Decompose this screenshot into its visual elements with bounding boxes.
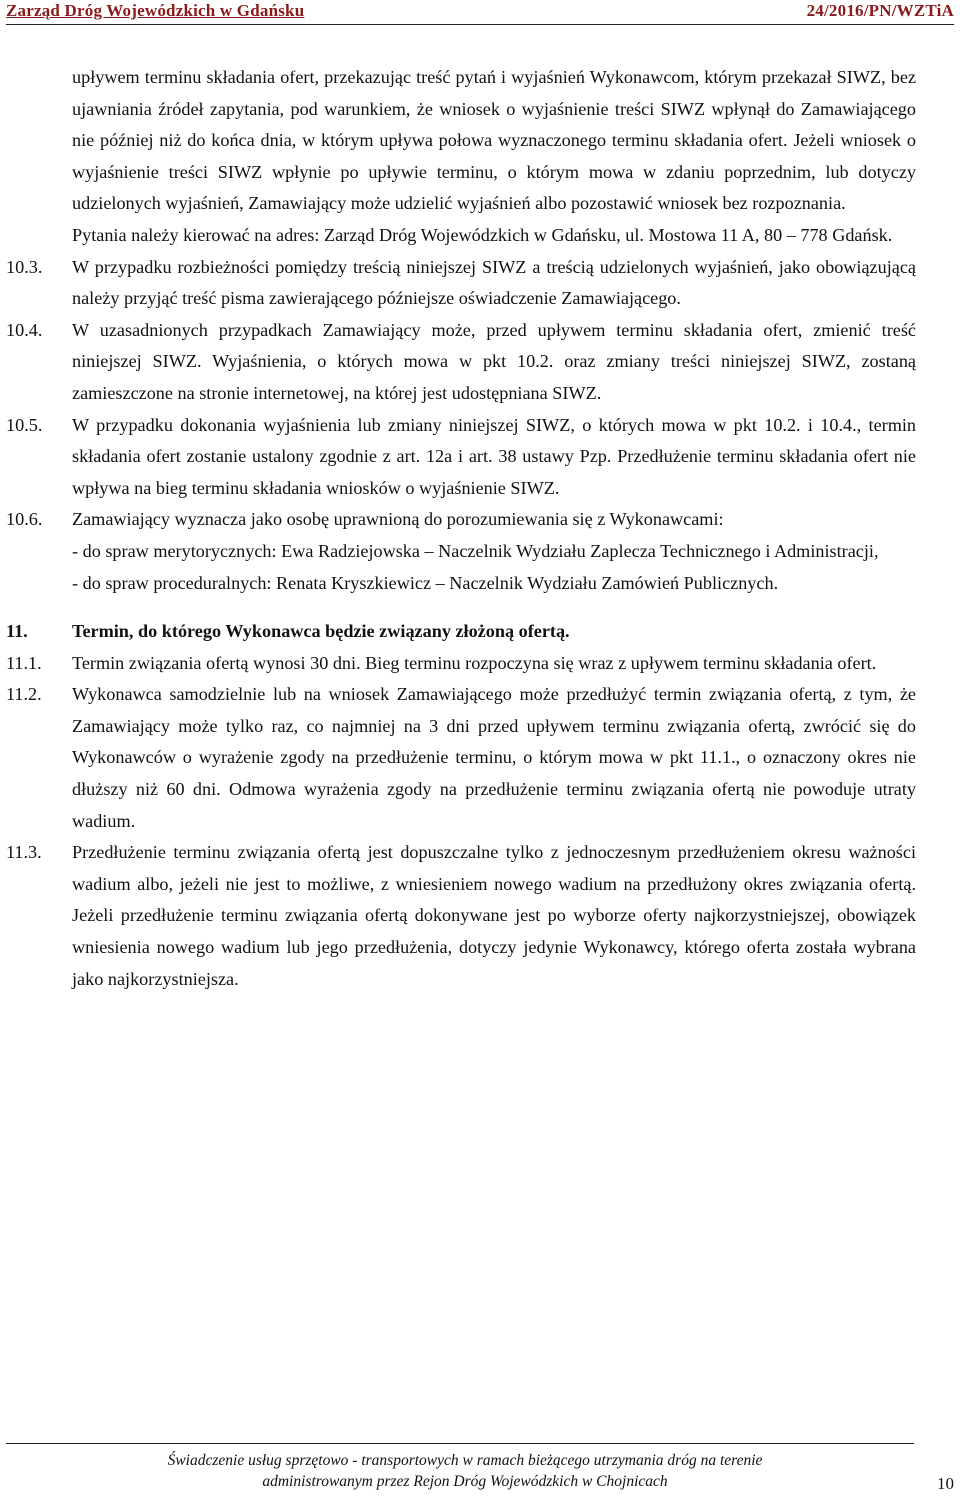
item-text: Wykonawca samodzielnie lub na wniosek Zamawiającego może przedłużyć termin związania ofertą, z tym, że Zamawiający może tylko raz, co najmniej na 3 dni przed upływem terminu związania ofertą, zwrócić się do Wykonawców o wyrażenie zgody na przedłużenie terminu, o którym mowa w pkt 11.1., o oznaczony okres nie dłuższy niż 60 dni. Odmowa wyrażenia zgody na przedłużenie terminu związania ofertą nie powoduje utraty wadium.	[72, 684, 916, 831]
item-number: 10.6.	[6, 509, 43, 530]
list-item	[6, 315, 916, 410]
list-item	[6, 504, 916, 599]
page-header	[6, 0, 954, 25]
section-number: 11.	[6, 621, 28, 642]
item-number: 10.4.	[6, 319, 43, 340]
list-item	[6, 837, 916, 995]
list-item	[6, 648, 916, 680]
header-organization: Zarząd Dróg Wojewódzkich w Gdańsku	[6, 1, 305, 20]
header-reference-number: 24/2016/PN/WZTiA	[806, 1, 954, 20]
footer-line: administrowanym przez Rejon Dróg Wojewódzkich w Chojnicach	[262, 1473, 668, 1490]
item-text: W przypadku dokonania wyjaśnienia lub zmiany niniejszej SIWZ, o których mowa w pkt 10.2. i 10.4., termin składania ofert zostanie ustalony zgodnie z art. 12a i art. 38 ustawy Pzp. Przedłużenie terminu składania ofert nie wpływa na bieg terminu składania wniosków o wyjaśnienie SIWZ.	[72, 414, 916, 498]
section-heading	[6, 616, 916, 648]
item-number: 10.3.	[6, 256, 43, 277]
list-item	[6, 252, 916, 315]
footer-line: Świadczenie usług sprzętowo - transportowych w ramach bieżącego utrzymania dróg na terenie	[167, 1452, 763, 1469]
item-number: 11.2.	[6, 684, 42, 705]
intro-paragraph: upływem terminu składania ofert, przekazując treść pytań i wyjaśnień Wykonawcom, którym przekazał SIWZ, bez ujawniania źródeł zapytania, pod warunkiem, że wniosek o wyjaśnienie treści SIWZ wpłynął do Zamawiającego nie później niż do końca dnia, w którym upływa połowa wyznaczonego terminu składania ofert. Jeżeli wniosek o wyjaśnienie treści SIWZ wpłynie po upływie terminu, o którym mowa w zdaniu poprzednim, lub dotyczy udzielonych wyjaśnień, Zamawiający może udzielić wyjaśnień albo pozostawić wniosek bez rozpoznania.	[72, 67, 916, 214]
page-number: 10	[937, 1474, 954, 1493]
item-text: Termin związania ofertą wynosi 30 dni. Bieg terminu rozpoczyna się wraz z upływem terminu składania ofert.	[72, 652, 877, 673]
footer-divider	[6, 1443, 914, 1444]
item-number: 11.3.	[6, 842, 42, 863]
contact-lead: Zamawiający wyznacza jako osobę uprawnioną do porozumiewania się z Wykonawcami:	[72, 509, 724, 530]
item-number: 11.1.	[6, 652, 42, 673]
section-title: Termin, do którego Wykonawca będzie związany złożoną ofertą.	[72, 621, 570, 642]
list-item	[6, 410, 916, 505]
contact-substantive: - do spraw merytorycznych: Ewa Radziejowska – Naczelnik Wydziału Zaplecza Technicznego i Administracji,	[72, 540, 879, 561]
item-number: 10.5.	[6, 414, 43, 435]
item-text: Przedłużenie terminu związania ofertą jest dopuszczalne tylko z jednoczesnym przedłużeniem okresu ważności wadium albo, jeżeli nie jest to możliwe, z wniesieniem nowego wadium na przedłużony okres związania ofertą. Jeżeli przedłużenie terminu związania ofertą dokonywane jest po wyborze oferty najkorzystniejszej, obowiązek wniesienia nowego wadium lub jego przedłużenia, dotyczy jedynie Wykonawcy, którego oferta została wybrana jako najkorzystniejsza.	[72, 842, 916, 989]
page-footer	[110, 1450, 820, 1492]
contact-procedural: - do spraw proceduralnych: Renata Kryszkiewicz – Naczelnik Wydziału Zamówień Publicznych.	[72, 572, 779, 593]
item-text: W przypadku rozbieżności pomiędzy treścią niniejszej SIWZ a treścią udzielonych wyjaśnień, jako obowiązującą należy przyjąć treść pisma zawierającego późniejsze oświadczenie Zamawiającego.	[72, 256, 916, 309]
item-text: W uzasadnionych przypadkach Zamawiający może, przed upływem terminu składania ofert, zmienić treść niniejszej SIWZ. Wyjaśnienia, o których mowa w pkt 10.2. oraz zmiany treści niniejszej SIWZ, zostaną zamieszczone na stronie internetowej, na której jest udostępniana SIWZ.	[72, 319, 916, 403]
list-item	[6, 679, 916, 837]
item-text	[72, 504, 916, 599]
address-paragraph: Pytania należy kierować na adres: Zarząd Dróg Wojewódzkich w Gdańsku, ul. Mostowa 11 A, 80 – 778 Gdańsk.	[72, 224, 893, 245]
document-body	[6, 62, 916, 995]
